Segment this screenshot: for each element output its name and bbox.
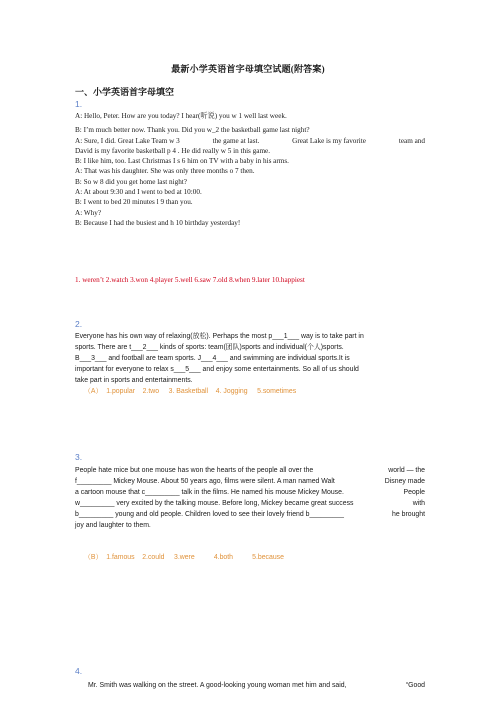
document-title: 最新小学英语首字母填空试题(附答案) (171, 64, 325, 74)
text-line: B: I’m much better now. Thank you. Did you w_2 the basketball game last night? (75, 126, 310, 135)
question-4-text (88, 680, 425, 691)
text-line: Everyone has his own way of relaxing(放松). Perhaps the most p___1___ way is to take part in (75, 333, 364, 340)
text-line: B: Because I had the busiest and h 10 birthday yesterday! (75, 218, 241, 227)
text-line: joy and laughter to them. (75, 522, 151, 530)
text-line: B___3___ and football are team sports. J___4___ and swimming are individual sports.It is (75, 355, 350, 363)
text-line: sports. There are t___2___ kinds of sports: team(团队)sports and individual(个人)sports. (75, 344, 344, 352)
text-line: A: Hello, Peter. How are you today? I hear(听说) you w 1 well last week. (75, 112, 287, 120)
question-3-text (75, 465, 425, 532)
answer-key-3: （B） 1.famous 2.could 3.were 4.both 5.because (84, 554, 284, 561)
text-line: A: Sure, I did. Great Lake Team w 3 the game at last. Great Lake is my favorite team and (75, 136, 425, 145)
text-line: B: So w 8 did you get home last night? (75, 177, 187, 186)
answer-key-2: （A） 1.popular 2.two 3. Basketball 4. Jogging 5.sometimes (84, 388, 297, 395)
text-line: David is my favorite basketball p 4 . He did really w 5 in this game. (75, 146, 271, 155)
question-2-text (75, 331, 425, 386)
text-line: B: I went to bed 20 minutes l 9 than you. (75, 198, 193, 207)
text-line: A: That was his daughter. She was only three months o 7 then. (75, 167, 255, 176)
text-line: People hate mice but one mouse has won the hearts of the people all over the world — the (75, 467, 425, 474)
question-1-text (75, 111, 425, 228)
answer-key-1: 1. weren’t 2.watch 3.won 4.player 5.well 6.saw 7.old 8.when 9.later 10.happiest (75, 276, 305, 284)
text-line: take part in sports and entertainments. (75, 377, 193, 385)
text-line: b_________ young and old people. Children loved to see their lovely friend b_________ he brought (75, 511, 425, 519)
text-line: Mr. Smith was walking on the street. A good-looking young woman met him and said, “Good (88, 682, 425, 689)
text-line: B: I like him, too. Last Christmas I s 6 him on TV with a baby in his arms. (75, 157, 289, 166)
text-line: w_________ very excited by the talking mouse. Before long, Mickey became great success with (75, 500, 425, 508)
question-number-2: 2. (75, 319, 83, 329)
question-number-3: 3. (75, 452, 83, 462)
question-number-4: 4. (75, 666, 83, 676)
text-line: a cartoon mouse that c_________ talk in the films. He named his mouse Mickey Mouse. People (75, 489, 425, 497)
text-line: f_________ Mickey Mouse. About 50 years ago, films were silent. A man named Walt Disney made (75, 478, 425, 486)
text-line: important for everyone to relax s___5___ and enjoy some entertainments. So all of us should (75, 366, 359, 374)
section-heading: 一、小学英语首字母填空 (75, 87, 175, 97)
text-line: A: Why? (75, 208, 102, 217)
text-line: A: At about 9:30 and I went to bed at 10:00. (75, 188, 202, 197)
question-number-1: 1. (75, 99, 83, 109)
